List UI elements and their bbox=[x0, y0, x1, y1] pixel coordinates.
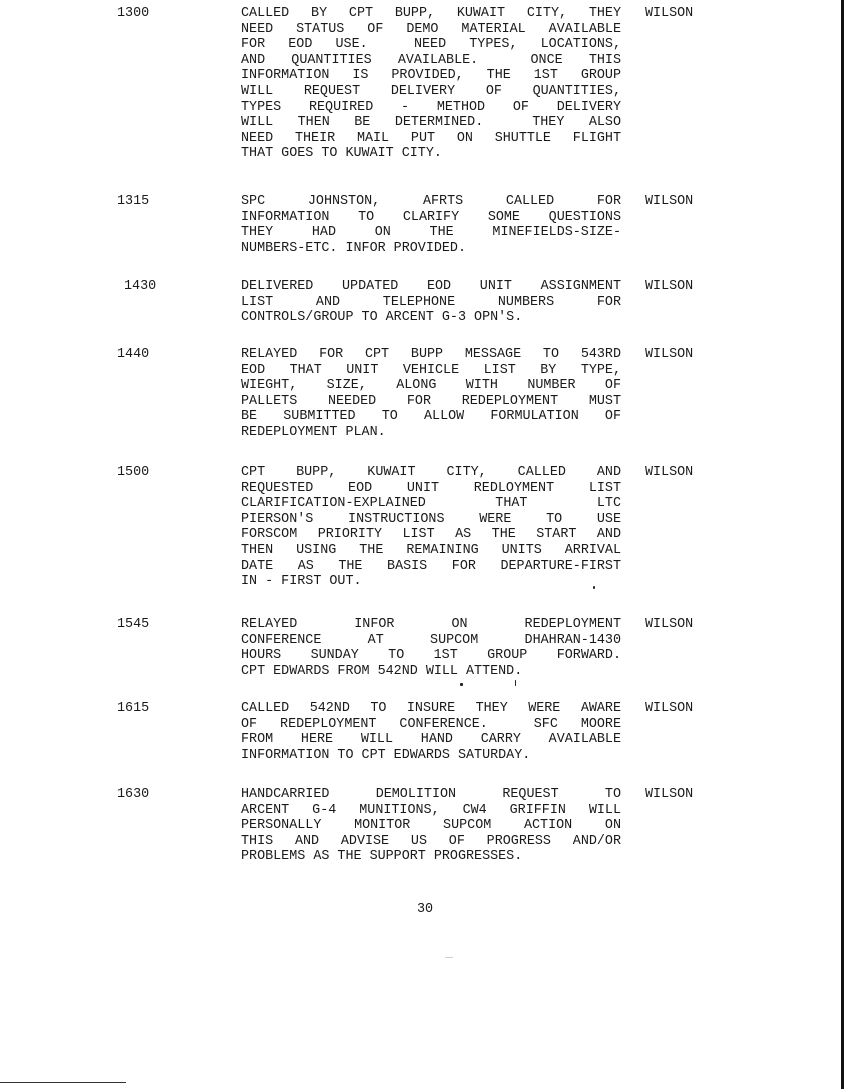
entry-line: NUMBERS-ETC. INFOR PROVIDED. bbox=[241, 240, 466, 256]
entry-text bbox=[241, 347, 621, 441]
page-number: 30 bbox=[416, 902, 434, 917]
entry-line: HOURS SUNDAY TO 1ST GROUP FORWARD. bbox=[241, 648, 621, 664]
entry-line: REQUESTED EOD UNIT REDLOYMENT LIST bbox=[241, 480, 621, 496]
entry-line: EOD THAT UNIT VEHICLE LIST BY TYPE, bbox=[241, 362, 621, 378]
entry-time: 1430 bbox=[124, 279, 157, 294]
entry-line: THEY HAD ON THE MINEFIELDS-SIZE- bbox=[241, 225, 621, 241]
entry-text bbox=[241, 465, 621, 590]
entry-line: LIST AND TELEPHONE NUMBERS FOR bbox=[241, 294, 621, 310]
entry-line: RELAYED INFOR ON REDEPLOYMENT bbox=[241, 617, 621, 632]
entry-line: IN - FIRST OUT. bbox=[241, 574, 362, 590]
entry-recorded-by: WILSON bbox=[645, 617, 694, 632]
entry-recorded-by: WILSON bbox=[645, 465, 694, 480]
scan-speck bbox=[445, 957, 453, 958]
entry-line: DATE AS THE BASIS FOR DEPARTURE-FIRST bbox=[241, 558, 621, 574]
entry-line: PIERSON'S INSTRUCTIONS WERE TO USE bbox=[241, 511, 621, 527]
entry-line: RELAYED FOR CPT BUPP MESSAGE TO 543RD bbox=[241, 347, 621, 362]
entry-line: CALLED 542ND TO INSURE THEY WERE AWARE bbox=[241, 701, 621, 716]
entry-line: TYPES REQUIRED - METHOD OF DELIVERY bbox=[241, 99, 621, 115]
entry-text bbox=[241, 194, 621, 256]
footnote-rule bbox=[0, 1082, 126, 1083]
entry-line: WILL REQUEST DELIVERY OF QUANTITIES, bbox=[241, 83, 621, 99]
entry-recorded-by: WILSON bbox=[645, 701, 694, 716]
entry-line: NEED STATUS OF DEMO MATERIAL AVAILABLE bbox=[241, 21, 621, 37]
entry-line: PROBLEMS AS THE SUPPORT PROGRESSES. bbox=[241, 849, 523, 865]
entry-recorded-by: WILSON bbox=[645, 279, 694, 294]
entry-line: NEED THEIR MAIL PUT ON SHUTTLE FLIGHT bbox=[241, 130, 621, 146]
entry-line: OF REDEPLOYMENT CONFERENCE. SFC MOORE bbox=[241, 716, 621, 732]
entry-time: 1440 bbox=[117, 347, 150, 362]
entry-time: 1630 bbox=[117, 787, 150, 802]
entry-line: FOR EOD USE. NEED TYPES, LOCATIONS, bbox=[241, 37, 621, 53]
entry-text bbox=[241, 701, 621, 763]
entry-line: WIEGHT, SIZE, ALONG WITH NUMBER OF bbox=[241, 378, 621, 394]
entry-line: CONFERENCE AT SUPCOM DHAHRAN-1430 bbox=[241, 632, 621, 648]
entry-recorded-by: WILSON bbox=[645, 6, 694, 21]
entry-line: REDEPLOYMENT PLAN. bbox=[241, 424, 386, 440]
entry-line: WILL THEN BE DETERMINED. THEY ALSO bbox=[241, 115, 621, 131]
entry-line: FORSCOM PRIORITY LIST AS THE START AND bbox=[241, 527, 621, 543]
entry-line: THAT GOES TO KUWAIT CITY. bbox=[241, 146, 442, 162]
entry-line: BE SUBMITTED TO ALLOW FORMULATION OF bbox=[241, 409, 621, 425]
entry-line: AND QUANTITIES AVAILABLE. ONCE THIS bbox=[241, 52, 621, 68]
scan-speck bbox=[515, 680, 516, 686]
entry-line: CALLED BY CPT BUPP, KUWAIT CITY, THEY bbox=[241, 6, 621, 21]
entry-time: 1315 bbox=[117, 194, 150, 209]
entry-line: THEN USING THE REMAINING UNITS ARRIVAL bbox=[241, 542, 621, 558]
scan-edge-line bbox=[841, 0, 844, 1089]
entry-line: CONTROLS/GROUP TO ARCENT G-3 OPN'S. bbox=[241, 310, 523, 326]
entry-line: HANDCARRIED DEMOLITION REQUEST TO bbox=[241, 787, 621, 802]
entry-time: 1545 bbox=[117, 617, 150, 632]
entry-line: PALLETS NEEDED FOR REDEPLOYMENT MUST bbox=[241, 393, 621, 409]
entry-recorded-by: WILSON bbox=[645, 194, 694, 209]
entry-line: INFORMATION IS PROVIDED, THE 1ST GROUP bbox=[241, 68, 621, 84]
entry-line: THIS AND ADVISE US OF PROGRESS AND/OR bbox=[241, 833, 621, 849]
entry-text bbox=[241, 787, 621, 865]
entry-line: FROM HERE WILL HAND CARRY AVAILABLE bbox=[241, 732, 621, 748]
entry-line: PERSONALLY MONITOR SUPCOM ACTION ON bbox=[241, 818, 621, 834]
entry-recorded-by: WILSON bbox=[645, 787, 694, 802]
scan-speck bbox=[460, 683, 463, 686]
entry-text bbox=[241, 279, 621, 326]
entry-line: CLARIFICATION-EXPLAINED THAT LTC bbox=[241, 496, 621, 512]
entry-time: 1500 bbox=[117, 465, 150, 480]
entry-text bbox=[241, 617, 621, 679]
entry-line: CPT EDWARDS FROM 542ND WILL ATTEND. bbox=[241, 663, 523, 679]
entry-line: ARCENT G-4 MUNITIONS, CW4 GRIFFIN WILL bbox=[241, 802, 621, 818]
entry-line: DELIVERED UPDATED EOD UNIT ASSIGNMENT bbox=[241, 279, 621, 294]
scan-speck bbox=[593, 586, 595, 589]
entry-line: CPT BUPP, KUWAIT CITY, CALLED AND bbox=[241, 465, 621, 480]
entry-time: 1300 bbox=[117, 6, 150, 21]
entry-time: 1615 bbox=[117, 701, 150, 716]
entry-line: INFORMATION TO CPT EDWARDS SATURDAY. bbox=[241, 747, 531, 763]
entry-line: INFORMATION TO CLARIFY SOME QUESTIONS bbox=[241, 209, 621, 225]
entry-recorded-by: WILSON bbox=[645, 347, 694, 362]
entry-text bbox=[241, 6, 621, 162]
entry-line: SPC JOHNSTON, AFRTS CALLED FOR bbox=[241, 194, 621, 209]
